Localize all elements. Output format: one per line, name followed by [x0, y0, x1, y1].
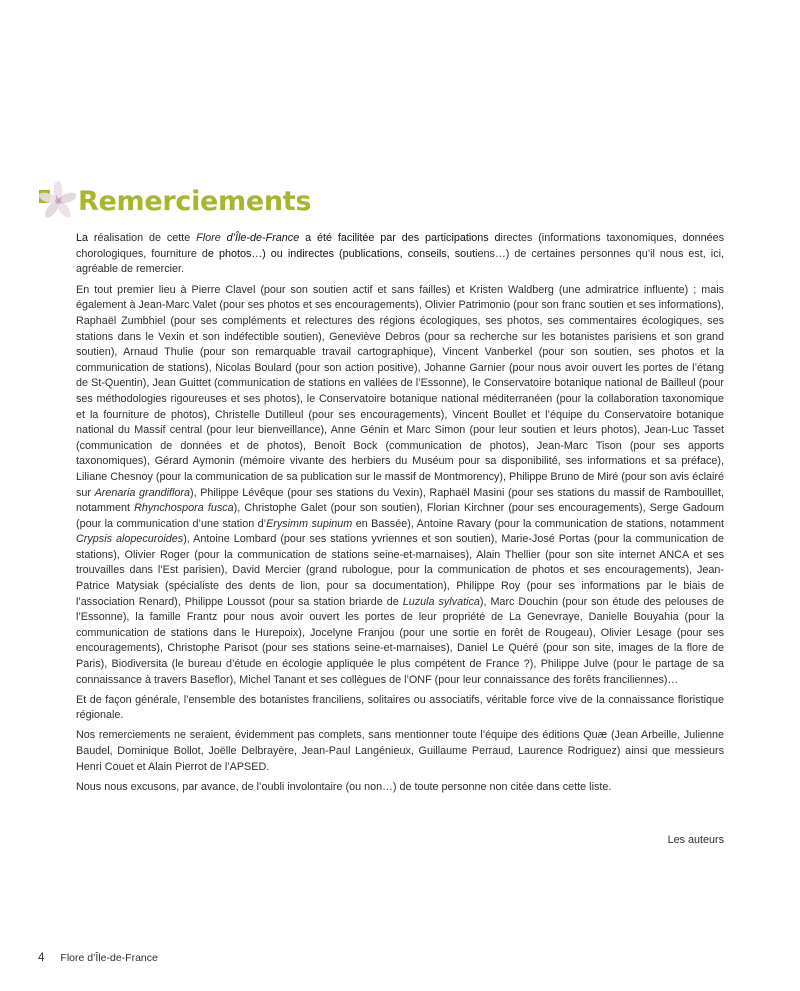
- intro-seg-6: irectes (informations taxonomiques, données chorologiques, fourniture d: [76, 232, 724, 260]
- p1-seg-2: ), Philippe Lévêque (pour ses stations du Vexin), Raphaël Masini (pour ses stations du massif de Rambouillet, notamment: [76, 486, 724, 515]
- general-paragraph: Et de façon générale, l’ensemble des botanistes franciliens, solitaires ou associatifs, véritable force vive de la connaissance floristique régionale.: [76, 693, 724, 722]
- species-name: Arenaria grandiflora: [94, 486, 191, 499]
- intro-seg-8: iens…) de certaines personnes qu’il nous est, ici, agréable de remercier.: [76, 247, 724, 276]
- section-heading: [38, 181, 311, 221]
- page-title: Remerciements: [78, 185, 312, 217]
- body-text: [76, 231, 724, 800]
- intro-seg-1: La r: [76, 232, 98, 244]
- intro-seg-2: éalisation de cette: [97, 232, 197, 244]
- p1-seg-3: ), Christophe Galet (pour son soutien), Florian Kirchner (pour ses encouragements), Serge Gadoum (pour la communication d’une station d’: [76, 502, 724, 530]
- intro-seg-7: e photos…) ou indirectes (publications, conseils, sout: [207, 247, 476, 260]
- intro-seg-4: d’Île-de-France: [220, 232, 300, 244]
- flower-icon: [38, 181, 76, 221]
- running-title: Flore d’Île-de-France: [60, 952, 158, 964]
- species-name: Luzula sylvatica: [402, 595, 480, 608]
- species-name: Rhynchospora fusca: [134, 502, 234, 515]
- intro-paragraph: [76, 231, 724, 278]
- publisher-paragraph: Nos remerciements ne seraient, évidemment pas complets, sans mentionner toute l’équipe des éditions Quæ (Jean Arbeille, Julienne Baudel, Dominique Bollot, Joëlle Delbrayère, Jean-Paul Langénieux, Guillaume Perraud, Laurence Rodriguez) ainsi que messieurs Henri Couet et Alain Pierrot de l’APSED.: [76, 729, 724, 773]
- p1-seg-1: En tout premier lieu à Pierre Clavel (pour son soutien actif et sans failles) et Kristen Waldberg (une admiratrice influente) ; mais également à Jean-Marc Valet (pour ses photos et ses encouragements), Olivier Patrimonio (pour son franc soutien et ses informations), Raphaël Zumbhiel (pour ses compléments et relectures des régions écologiques, ses photos, ses commentaires écologiques, ses stations dans le Vexin et son indéfectible soutien), Geneviève Debros (pour sa recherche sur les botanistes parisiens et son grand soutien), Arnaud Thulie (pour son remarquable travail cartographique), Vincent Vanberkel (pour son soutien, ses photos et la communication de stations), Nicolas Boulard (pour son action positive), Johanne Garnier (pour nous avoir ouvert les portes de l’étang de St-Quentin), Jean Guittet (communication de stations en vallées de l’Essonne), le Conservatoire botanique national de Bailleul (pour ses méthodologies rigoureuses et ses photos), le Conservatoire botanique national méditerranéen (pour la collaboration taxonomique et la fourniture de photos), Christelle Dutilleul (pour ses encouragements), Vincent Boullet et l’équipe du Conservatoire botanique national du Massif central (pour leur bienveillance), Anne Génin et Marc Simon (pour leur soutien et leurs photos), Jean-Luc Tasset (communication de données et de photos), Benoît Bock (communication de photos), Jean-Marc Tison (pour ses apports taxonomiques), Gérard Aymonin (mémoire vivante des herbiers du Muséum pour sa disponibilité, ses informations et sa préface), Liliane Chesnoy (pour la communication de sa publication sur le massif de Montmorency), Philippe Bruno de Miré (pour son avis éclairé sur: [76, 283, 724, 499]
- p1-seg-4: en Bassée), Antoine Ravary (pour la communication de stations, notamment: [352, 517, 724, 530]
- p1-seg-5: ), Antoine Lombard (pour ses stations yvriennes et son soutien), Marie-José Portas (pour la communication de stations), Olivier Roger (pour la communication de stations seine-et-marnaises), Alain Thellier (pour son site internet ANCA et ses trouvailles dans l’Est parisien), David Mercier (grand rubologue, pour la communication de photos et ses encouragements), Jean-Patrice Matysiak (spécialiste des dents de lion, pour sa documentation), Philippe Roy (pour ses informations par le biais de l’association Renard), Philippe Loussot (pour sa station briarde de: [76, 533, 724, 608]
- signature: Les auteurs: [667, 834, 724, 846]
- page-footer: [38, 952, 158, 964]
- intro-seg-3: Flore: [196, 232, 221, 244]
- acknowledgements-paragraph: [76, 283, 724, 688]
- page-number: 4: [38, 952, 45, 964]
- apology-paragraph: Nous nous excusons, par avance, de l’oubli involontaire (ou non…) de toute personne non citée dans cette liste.: [76, 780, 612, 793]
- p1-seg-6: ), Marc Douchin (pour son étude des pelouses de l’Essonne), la famille Frantz pour nous avoir ouvert les portes de leur propriété de La Genevraye, Danielle Bouyahia (pour la communication de stations dans le Hurepoix), Jocelyne Franjou (pour une sortie en forêt de Rougeau), Olivier Lesage (pour ses encouragements), Christophe Parisot (pour ses stations seine-et-marnaises), Daniel Le Quéré (pour son site, images de la flore de Paris), Biodiversita (le bureau d’étude en écologie appliquée le plus compétent de France ?), Philippe Julve (pour le partage de sa connaissance à travers Baseflor), Michel Tanant et ses collègues de l’ONF (pour leur connaissance des forêts franciliennes)…: [76, 595, 725, 686]
- intro-seg-5: a été facilitée par des participations d: [299, 232, 501, 244]
- species-name: Erysimm supinum: [266, 517, 353, 530]
- species-name: Crypsis alopecuroides: [76, 533, 184, 546]
